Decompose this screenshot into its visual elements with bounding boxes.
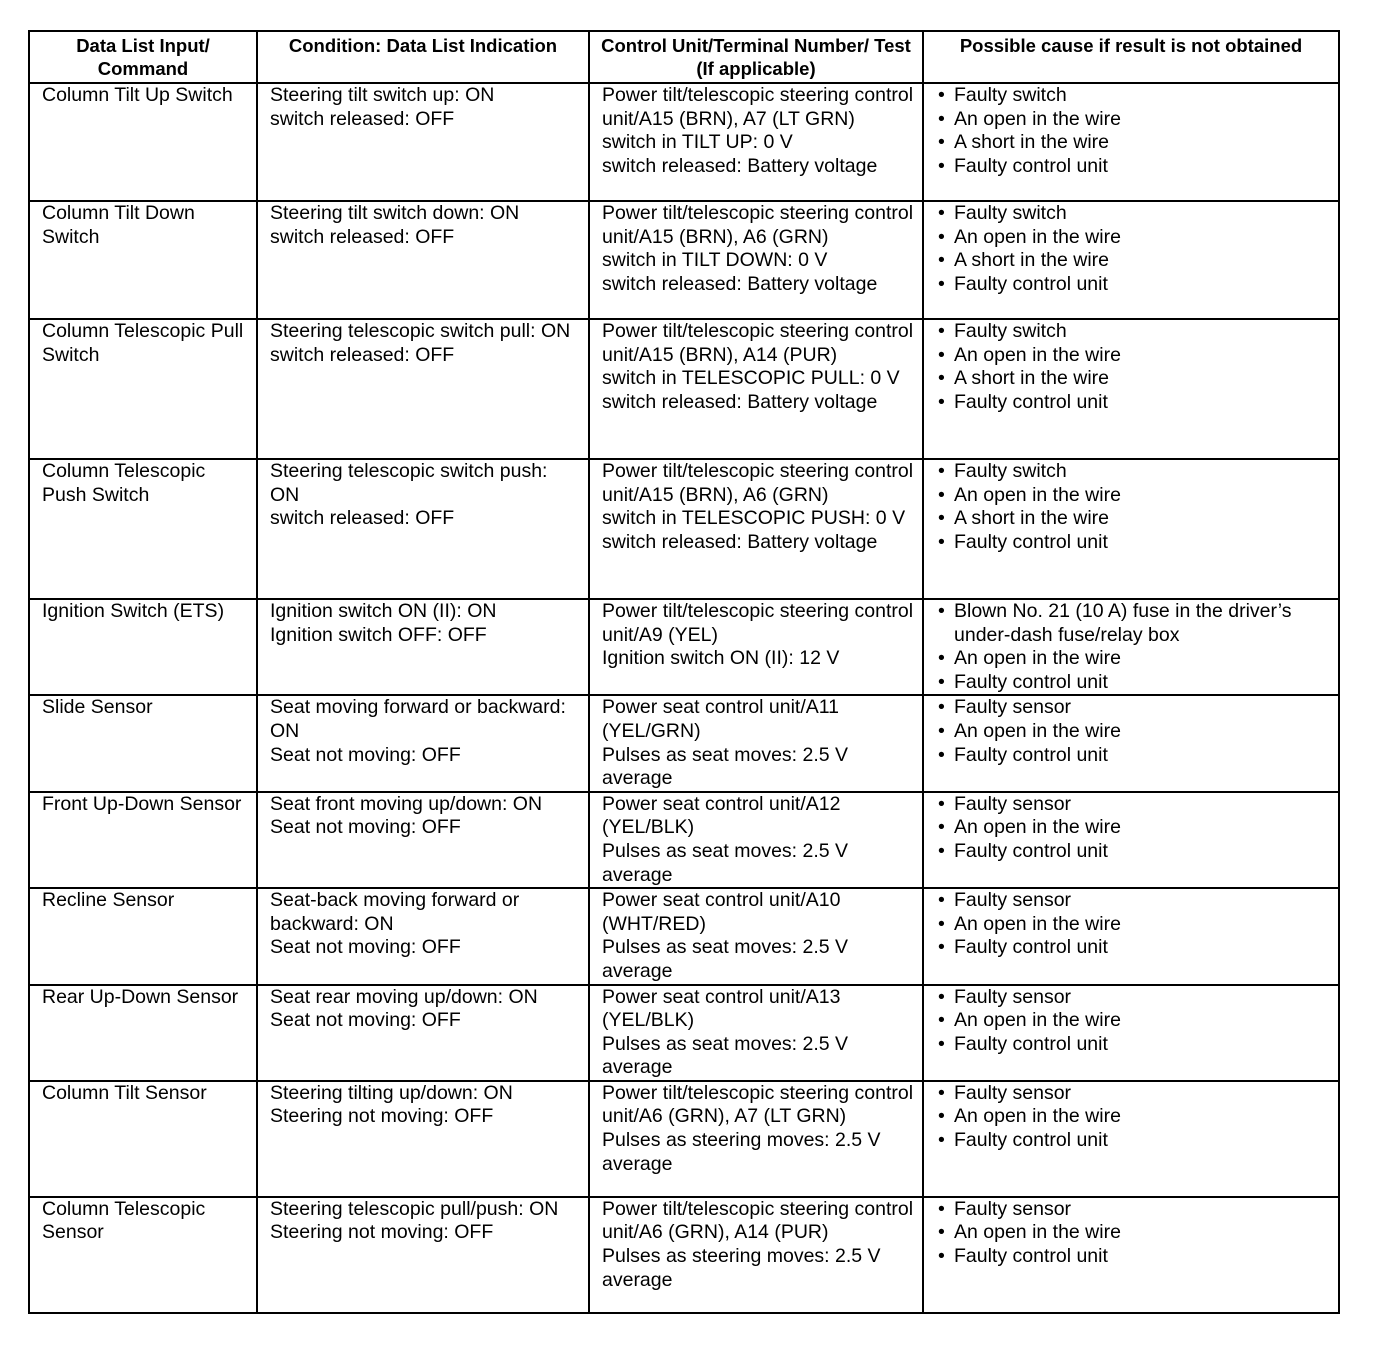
cause-item: • An open in the wire (938, 647, 1121, 670)
cause-item: • Faulty sensor (938, 889, 1072, 912)
causes-cell (923, 319, 1339, 459)
bullet-icon: • (938, 839, 945, 862)
cause-item: • Faulty sensor (938, 1197, 1072, 1220)
bullet-icon: • (938, 202, 945, 224)
causes-list (936, 793, 1330, 864)
bullet-icon: • (938, 696, 945, 719)
cause-item: • Faulty sensor (938, 792, 1072, 815)
cause-item: • Faulty switch (938, 202, 1067, 224)
causes-list (936, 1082, 1330, 1153)
condition-line: Steering tilting up/down: ON (270, 1081, 513, 1104)
terminal-cell (589, 599, 923, 695)
cause-item: • An open in the wire (938, 719, 1121, 742)
bullet-icon: • (938, 84, 945, 106)
causes-list (936, 696, 1330, 767)
condition-line: Ignition switch ON (II): ON (270, 600, 497, 622)
terminal-line: Power seat control unit/A11 (YEL/GRN) (602, 696, 840, 742)
cause-item: • Faulty control unit (938, 670, 1108, 693)
condition-cell (257, 985, 589, 1081)
bullet-icon: • (938, 1197, 945, 1220)
terminal-cell (589, 459, 923, 599)
causes-cell (923, 201, 1339, 319)
terminal-line: Pulses as seat moves: 2.5 V average (602, 839, 849, 886)
causes-cell (923, 83, 1339, 201)
terminal-line: switch released: Battery voltage (602, 154, 878, 177)
bullet-icon: • (938, 1245, 945, 1268)
table-header-row (29, 31, 1339, 83)
bullet-icon: • (938, 131, 945, 154)
cause-item: • Faulty control unit (938, 1245, 1108, 1268)
bullet-icon: • (938, 600, 945, 622)
terminal-cell (589, 792, 923, 888)
causes-cell (923, 1081, 1339, 1197)
bullet-icon: • (938, 1129, 945, 1152)
condition-line: switch released: OFF (270, 507, 455, 530)
cause-item: • A short in the wire (938, 367, 1109, 390)
cause-item: • An open in the wire (938, 225, 1121, 248)
condition-line: switch released: OFF (270, 225, 455, 248)
cause-item: • An open in the wire (938, 1009, 1121, 1032)
causes-list (936, 460, 1330, 554)
bullet-icon: • (938, 507, 945, 530)
cause-item: • Faulty control unit (938, 272, 1108, 295)
condition-cell (257, 201, 589, 319)
bullet-icon: • (938, 343, 945, 366)
bullet-icon: • (938, 1009, 945, 1032)
terminal-line: Pulses as seat moves: 2.5 V average (602, 743, 849, 790)
bullet-icon: • (938, 320, 945, 342)
bullet-icon: • (938, 460, 945, 482)
condition-cell (257, 459, 589, 599)
input-cell: Column Tilt Up Switch (29, 83, 257, 201)
causes-cell (923, 695, 1339, 791)
input-cell: Ignition Switch (ETS) (29, 599, 257, 695)
condition-cell (257, 695, 589, 791)
causes-list (936, 320, 1330, 414)
causes-cell (923, 1197, 1339, 1313)
cause-item: • An open in the wire (938, 1105, 1121, 1128)
bullet-icon: • (938, 985, 945, 1008)
cause-item: • Faulty sensor (938, 1081, 1072, 1104)
cause-item: • Faulty control unit (938, 154, 1108, 177)
condition-line: Seat not moving: OFF (270, 743, 461, 766)
input-cell: Front Up-Down Sensor (29, 792, 257, 888)
terminal-line: switch released: Battery voltage (602, 390, 878, 413)
terminal-line: Pulses as seat moves: 2.5 V average (602, 936, 849, 982)
table-row (29, 83, 1339, 201)
bullet-icon: • (938, 816, 945, 839)
terminal-line: Power seat control unit/A12 (YEL/BLK) (602, 792, 841, 839)
table-row (29, 201, 1339, 319)
terminal-line: switch in TELESCOPIC PULL: 0 V (602, 367, 900, 390)
terminal-cell (589, 201, 923, 319)
header-data-list-input: Data List Input/ Command (29, 31, 257, 83)
terminal-line: Pulses as steering moves: 2.5 V average (602, 1129, 881, 1175)
terminal-line: Ignition switch ON (II): 12 V (602, 647, 840, 670)
cause-item: • Faulty control unit (938, 1032, 1108, 1055)
condition-cell (257, 1081, 589, 1197)
terminal-cell (589, 83, 923, 201)
cause-item: • An open in the wire (938, 912, 1121, 935)
bullet-icon: • (938, 936, 945, 959)
cause-item: • Faulty control unit (938, 390, 1108, 413)
bullet-icon: • (938, 390, 945, 413)
input-cell: Column Telescopic Sensor (29, 1197, 257, 1313)
bullet-icon: • (938, 912, 945, 935)
cause-item: • Faulty switch (938, 320, 1067, 342)
bullet-icon: • (938, 225, 945, 248)
bullet-icon: • (938, 792, 945, 815)
input-cell: Column Tilt Down Switch (29, 201, 257, 319)
condition-cell (257, 888, 589, 984)
terminal-line: Power tilt/telescopic steering control unit/A15 (BRN), A14 (PUR) (602, 320, 914, 366)
condition-line: Steering tilt switch up: ON (270, 84, 495, 106)
table-row (29, 319, 1339, 459)
causes-list (936, 600, 1330, 694)
terminal-line: Power tilt/telescopic steering control unit/A9 (YEL) (602, 600, 914, 646)
bullet-icon: • (938, 272, 945, 295)
causes-cell (923, 459, 1339, 599)
cause-item: • An open in the wire (938, 1221, 1121, 1244)
bullet-icon: • (938, 483, 945, 506)
table-row (29, 1197, 1339, 1313)
bullet-icon: • (938, 1032, 945, 1055)
terminal-line: Power tilt/telescopic steering control unit/A6 (GRN), A14 (PUR) (602, 1197, 914, 1244)
terminal-cell (589, 319, 923, 459)
cause-item: • Faulty sensor (938, 985, 1072, 1008)
terminal-line: Pulses as seat moves: 2.5 V average (602, 1032, 849, 1079)
bullet-icon: • (938, 889, 945, 912)
condition-line: Ignition switch OFF: OFF (270, 623, 487, 646)
condition-line: Seat front moving up/down: ON (270, 792, 543, 815)
terminal-line: switch in TELESCOPIC PUSH: 0 V (602, 507, 906, 530)
condition-cell (257, 792, 589, 888)
cause-item: • An open in the wire (938, 343, 1121, 366)
bullet-icon: • (938, 1105, 945, 1128)
terminal-line: Power tilt/telescopic steering control unit/A15 (BRN), A7 (LT GRN) (602, 84, 914, 130)
table-row (29, 695, 1339, 791)
condition-line: Seat rear moving up/down: ON (270, 985, 538, 1008)
bullet-icon: • (938, 1221, 945, 1244)
bullet-icon: • (938, 249, 945, 272)
bullet-icon: • (938, 367, 945, 390)
bullet-icon: • (938, 743, 945, 766)
causes-cell (923, 888, 1339, 984)
terminal-cell (589, 888, 923, 984)
cause-item: • Blown No. 21 (10 A) fuse in the driver’s under-dash fuse/relay box (938, 600, 1292, 646)
diagnostic-table-sheet (28, 30, 1338, 1314)
cause-item: • Faulty switch (938, 460, 1067, 482)
table-row (29, 888, 1339, 984)
condition-line: Steering telescopic switch push: ON (270, 460, 548, 506)
terminal-cell (589, 695, 923, 791)
condition-cell (257, 599, 589, 695)
terminal-line: Power seat control unit/A10 (WHT/RED) (602, 889, 841, 935)
input-cell: Rear Up-Down Sensor (29, 985, 257, 1081)
table-row (29, 792, 1339, 888)
input-cell: Column Telescopic Push Switch (29, 459, 257, 599)
condition-line: Seat not moving: OFF (270, 816, 461, 839)
condition-line: Steering not moving: OFF (270, 1105, 494, 1128)
cause-item: • An open in the wire (938, 107, 1121, 130)
bullet-icon: • (938, 670, 945, 693)
condition-line: Seat not moving: OFF (270, 936, 461, 959)
condition-line: switch released: OFF (270, 343, 455, 366)
condition-line: Steering telescopic pull/push: ON (270, 1197, 559, 1220)
causes-cell (923, 792, 1339, 888)
terminal-line: switch released: Battery voltage (602, 272, 878, 295)
bullet-icon: • (938, 719, 945, 742)
cause-item: • Faulty control unit (938, 530, 1108, 553)
terminal-line: Power tilt/telescopic steering control unit/A15 (BRN), A6 (GRN) (602, 202, 914, 248)
condition-line: Steering telescopic switch pull: ON (270, 320, 571, 342)
condition-line: Steering not moving: OFF (270, 1221, 494, 1244)
cause-item: • A short in the wire (938, 507, 1109, 530)
condition-cell (257, 319, 589, 459)
header-condition: Condition: Data List Indication (257, 31, 589, 83)
header-control-unit-terminal: Control Unit/Terminal Number/ Test (If applicable) (589, 31, 923, 83)
cause-item: • An open in the wire (938, 816, 1121, 839)
cause-item: • Faulty control unit (938, 936, 1108, 959)
input-cell: Recline Sensor (29, 888, 257, 984)
bullet-icon: • (938, 107, 945, 130)
condition-cell (257, 83, 589, 201)
bullet-icon: • (938, 154, 945, 177)
terminal-cell (589, 1197, 923, 1313)
input-cell: Column Telescopic Pull Switch (29, 319, 257, 459)
cause-item: • Faulty control unit (938, 839, 1108, 862)
condition-line: Steering tilt switch down: ON (270, 202, 520, 224)
condition-line: Seat-back moving forward or backward: ON (270, 889, 520, 935)
bullet-icon: • (938, 1081, 945, 1104)
cause-item: • Faulty control unit (938, 743, 1108, 766)
cause-item: • A short in the wire (938, 131, 1109, 154)
condition-cell (257, 1197, 589, 1313)
cause-item: • An open in the wire (938, 483, 1121, 506)
terminal-cell (589, 985, 923, 1081)
bullet-icon: • (938, 530, 945, 553)
cause-item: • Faulty switch (938, 84, 1067, 106)
input-cell: Column Tilt Sensor (29, 1081, 257, 1197)
bullet-icon: • (938, 647, 945, 670)
cause-item: • A short in the wire (938, 249, 1109, 272)
terminal-line: Pulses as steering moves: 2.5 V average (602, 1245, 881, 1291)
terminal-cell (589, 1081, 923, 1197)
header-possible-cause: Possible cause if result is not obtained (923, 31, 1339, 83)
terminal-line: switch released: Battery voltage (602, 530, 878, 553)
terminal-line: Power tilt/telescopic steering control unit/A6 (GRN), A7 (LT GRN) (602, 1081, 914, 1128)
table-row (29, 985, 1339, 1081)
causes-list (936, 889, 1330, 960)
table-row (29, 459, 1339, 599)
terminal-line: switch in TILT DOWN: 0 V (602, 249, 828, 272)
terminal-line: Power tilt/telescopic steering control unit/A15 (BRN), A6 (GRN) (602, 460, 914, 506)
terminal-line: Power seat control unit/A13 (YEL/BLK) (602, 985, 841, 1032)
condition-line: Seat moving forward or backward: ON (270, 696, 566, 742)
causes-cell (923, 599, 1339, 695)
cause-item: • Faulty sensor (938, 696, 1072, 719)
cause-item: • Faulty control unit (938, 1129, 1108, 1152)
table-row (29, 599, 1339, 695)
data-list-table (28, 30, 1340, 1314)
input-cell: Slide Sensor (29, 695, 257, 791)
condition-line: Seat not moving: OFF (270, 1009, 461, 1032)
table-body (29, 83, 1339, 1313)
condition-line: switch released: OFF (270, 107, 455, 130)
causes-list (936, 84, 1330, 178)
causes-list (936, 1198, 1330, 1269)
terminal-line: switch in TILT UP: 0 V (602, 131, 793, 154)
causes-list (936, 202, 1330, 296)
table-row (29, 1081, 1339, 1197)
causes-cell (923, 985, 1339, 1081)
causes-list (936, 986, 1330, 1057)
